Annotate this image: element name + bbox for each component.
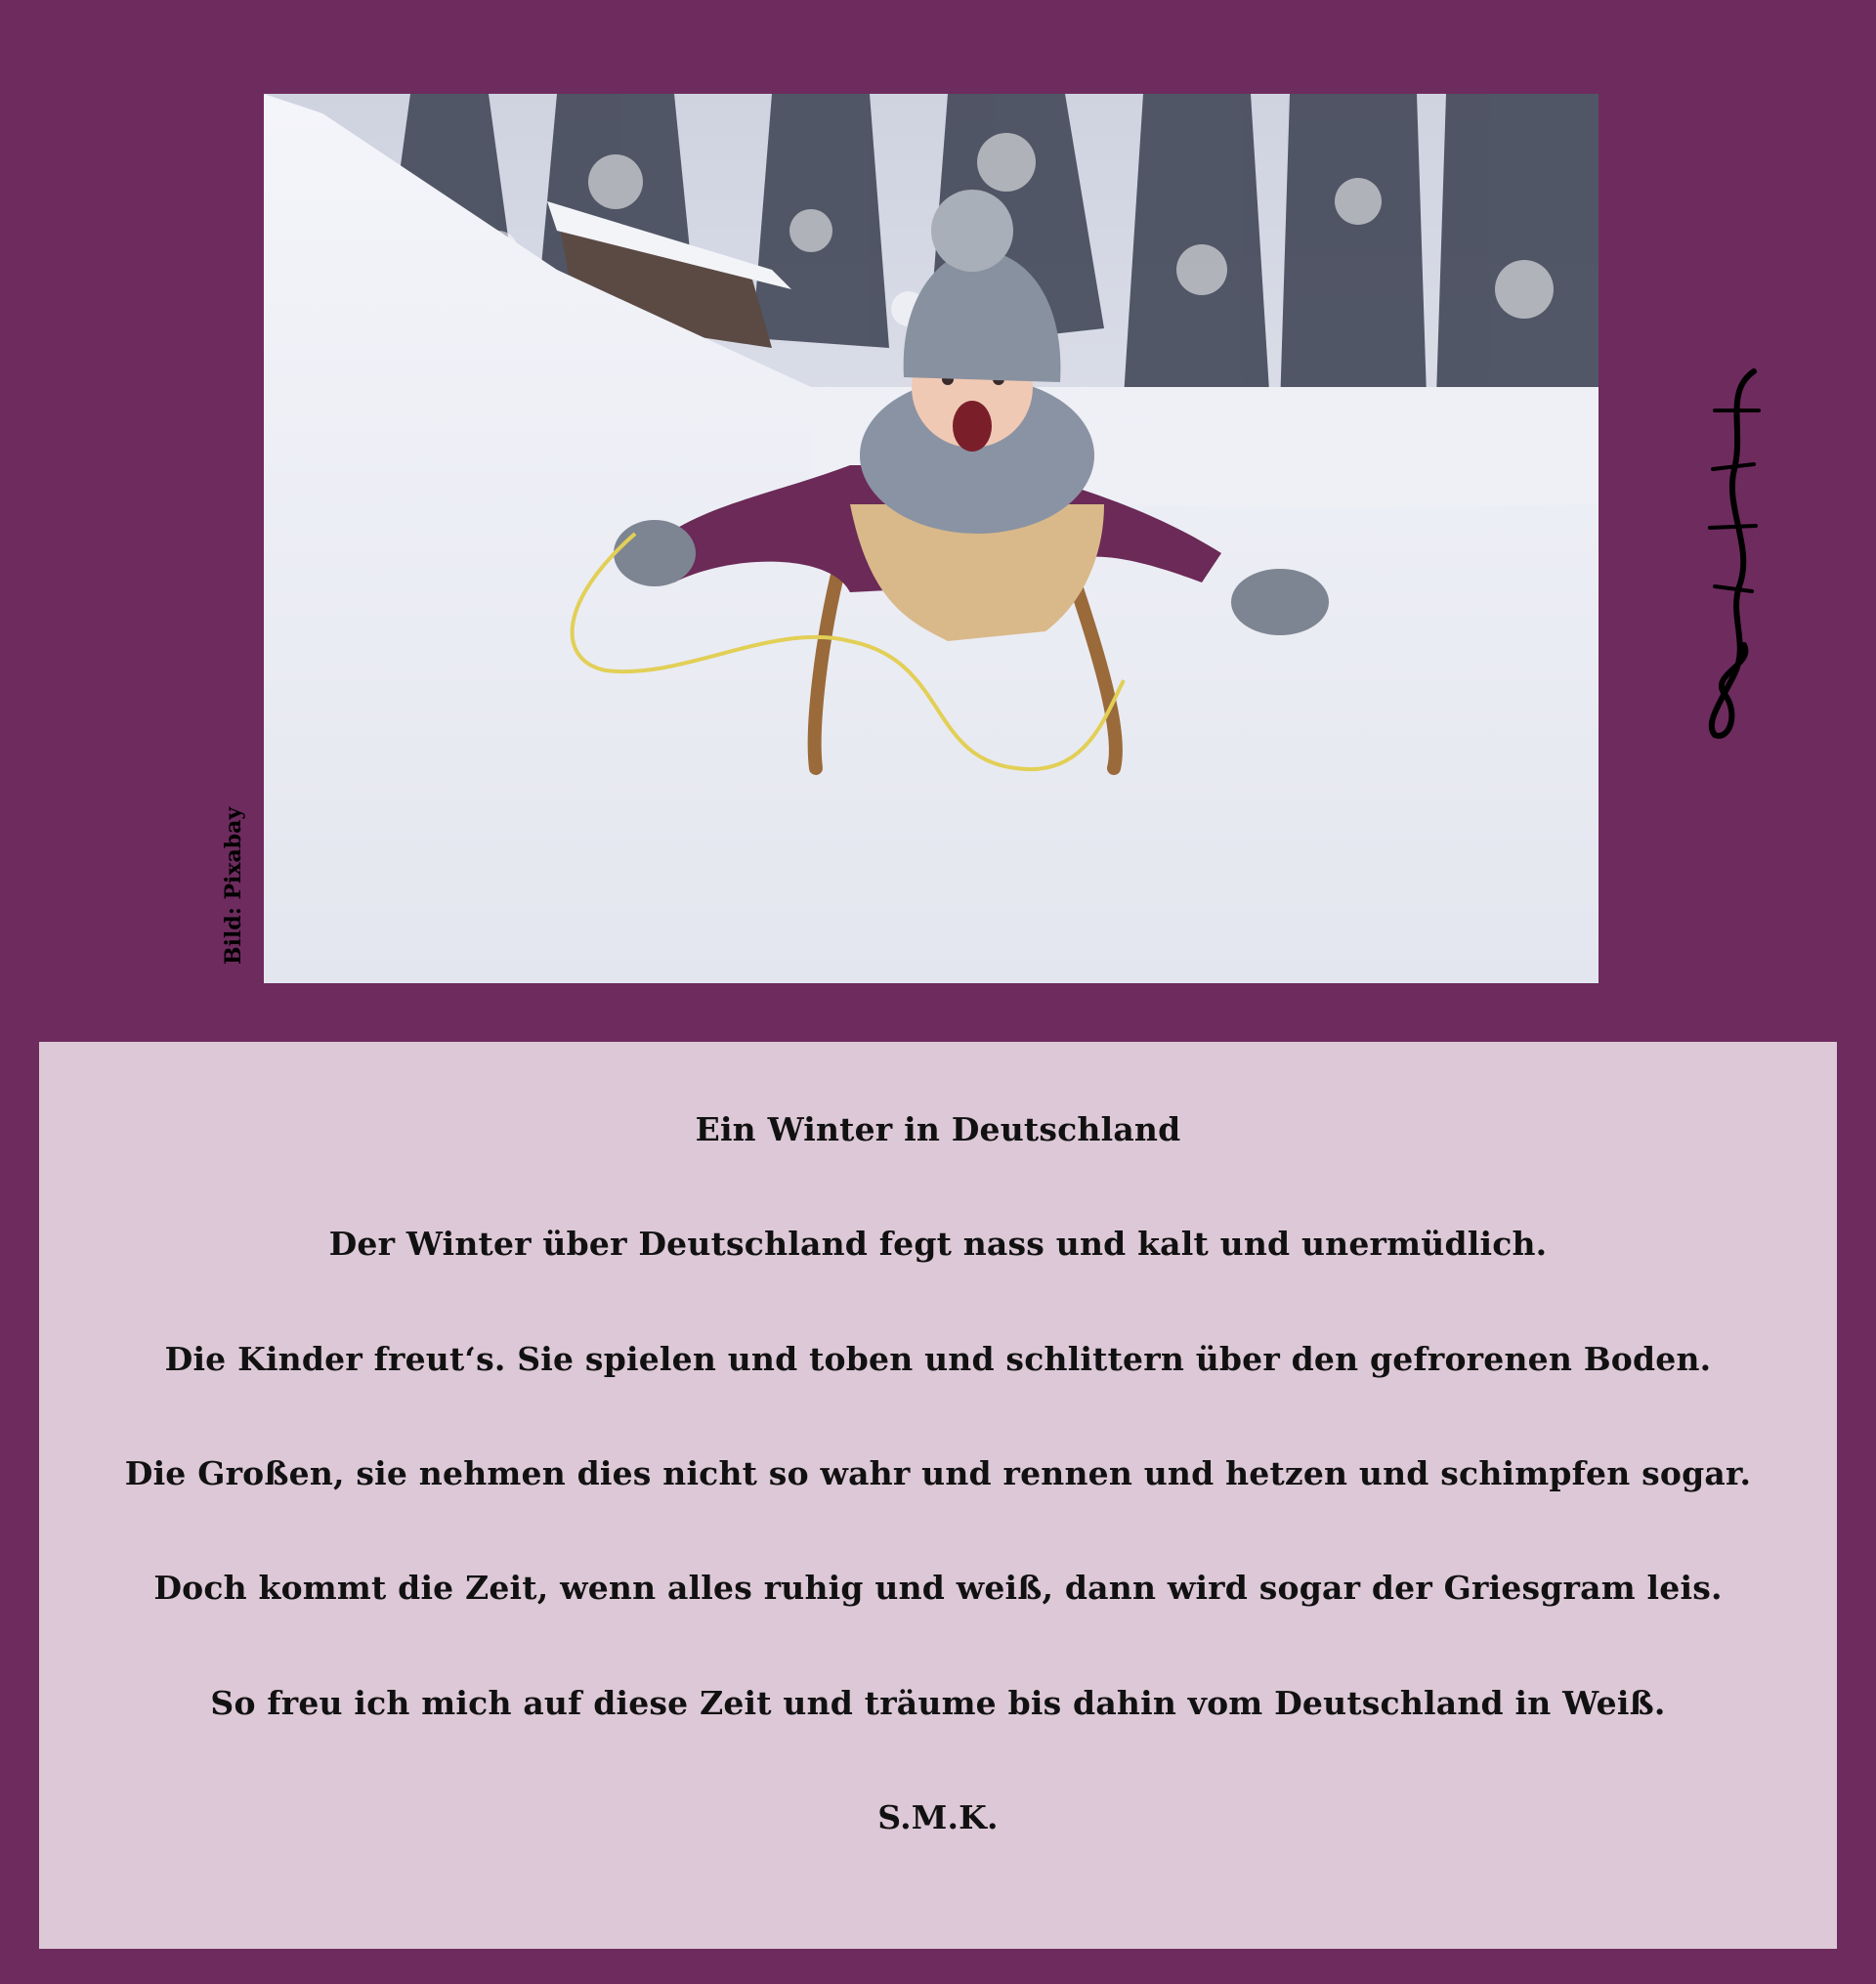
poem-panel xyxy=(39,1042,1837,1949)
child-sledding-photo xyxy=(264,94,1599,983)
handwritten-signature-logo xyxy=(1685,352,1773,743)
poem-line: Die Kinder freut‘s. Sie spielen und toben und schlittern über den gefrorenen Boden. xyxy=(164,1340,1712,1378)
poem-line: Die Großen, sie nehmen dies nicht so wahr und rennen und hetzen und schimpfen sogar. xyxy=(124,1454,1752,1492)
poem-author: S.M.K. xyxy=(877,1798,999,1836)
photo-credit: Bild: Pixabay xyxy=(221,806,246,965)
poem-title: Ein Winter in Deutschland xyxy=(695,1110,1181,1148)
poem-line: Doch kommt die Zeit, wenn alles ruhig und weiß, dann wird sogar der Griesgram leis. xyxy=(153,1569,1723,1607)
poem-line: Der Winter über Deutschland fegt nass und kalt und unermüdlich. xyxy=(328,1225,1548,1263)
poem-line: So freu ich mich auf diese Zeit und träume bis dahin vom Deutschland in Weiß. xyxy=(210,1684,1666,1722)
